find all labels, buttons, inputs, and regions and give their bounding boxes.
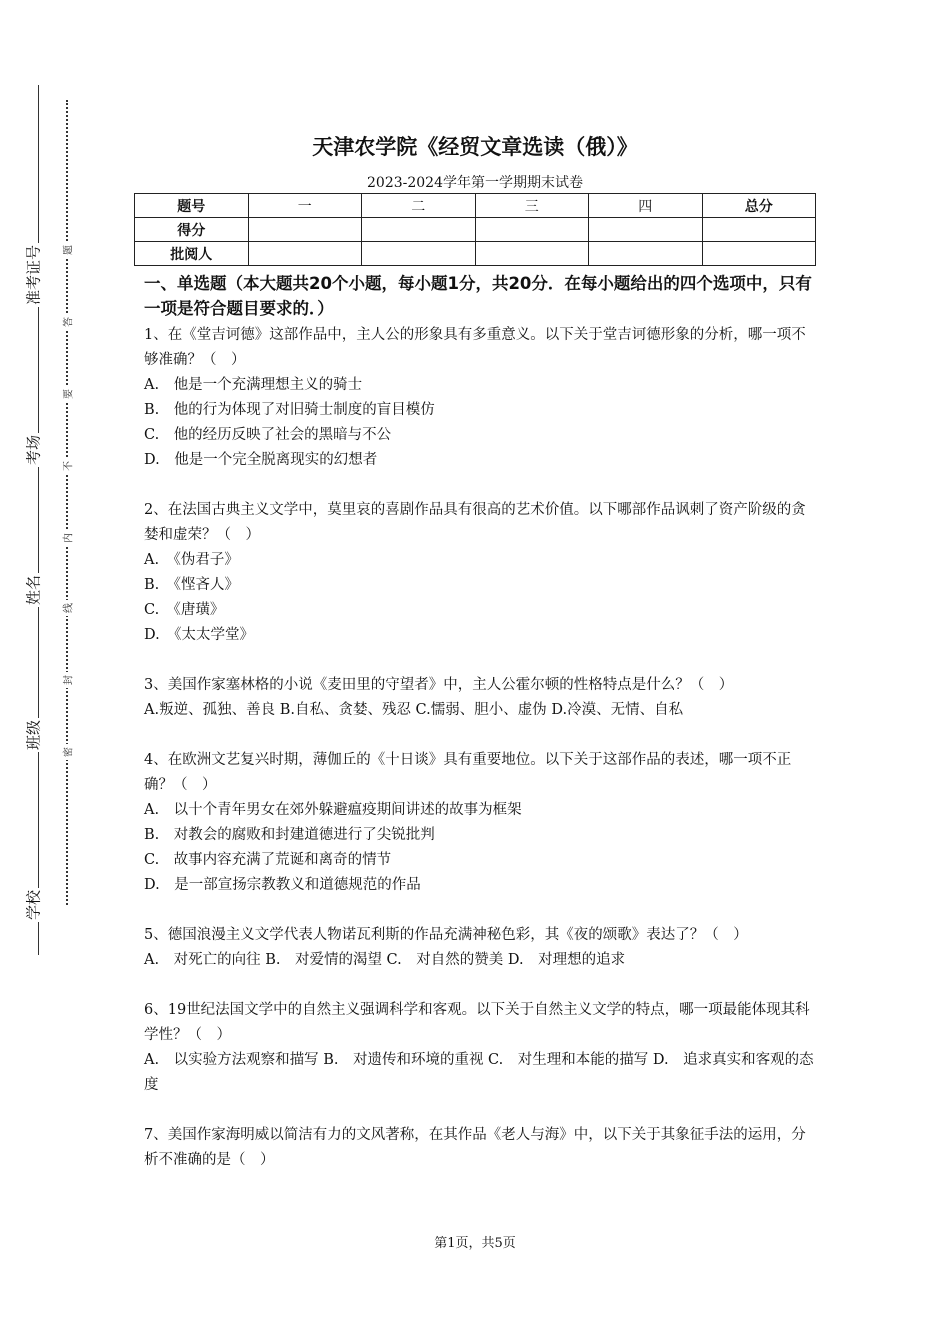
reviewer-cell[interactable] bbox=[248, 242, 362, 266]
score-cell[interactable] bbox=[362, 218, 476, 242]
score-header-cell: 三 bbox=[475, 194, 589, 218]
option-c: C. 《唐璜》 bbox=[144, 602, 225, 618]
option-a: A. 他是一个充满理想主义的骑士 bbox=[144, 377, 363, 393]
score-cell[interactable] bbox=[702, 218, 816, 242]
seal-char: 要 bbox=[60, 386, 75, 402]
score-header-cell: 四 bbox=[589, 194, 703, 218]
binding-label-name: 姓名 bbox=[24, 574, 43, 606]
seal-char: 密 bbox=[60, 744, 75, 760]
reviewer-cell[interactable] bbox=[362, 242, 476, 266]
score-table bbox=[134, 193, 816, 266]
option-d: D. 他是一个完全脱离现实的幻想者 bbox=[144, 452, 378, 468]
seal-char: 答 bbox=[60, 314, 75, 330]
score-cell[interactable] bbox=[475, 218, 589, 242]
question-5 bbox=[144, 923, 820, 973]
option-a: A. 以十个青年男女在郊外躲避瘟疫期间讲述的故事为框架 bbox=[144, 802, 522, 818]
score-cell[interactable] bbox=[248, 218, 362, 242]
option-b: B. 《悭吝人》 bbox=[144, 577, 240, 593]
option-a: A. 《伪君子》 bbox=[144, 552, 239, 568]
question-2 bbox=[144, 498, 820, 648]
seal-char: 不 bbox=[60, 458, 75, 474]
seal-dotted-line bbox=[66, 100, 68, 905]
binding-label-school: 学校 bbox=[24, 889, 43, 921]
question-7 bbox=[144, 1123, 820, 1173]
binding-label-class: 班级 bbox=[24, 719, 43, 751]
question-stem: 6、19世纪法国文学中的自然主义强调科学和客观。以下关于自然主义文学的特点，哪一项最能体现其科学性？（ ） bbox=[144, 1002, 810, 1043]
question-3 bbox=[144, 673, 820, 723]
seal-char: 题 bbox=[60, 242, 75, 258]
seal-char: 内 bbox=[60, 530, 75, 546]
option-b: B. 他的行为体现了对旧骑士制度的盲目模仿 bbox=[144, 402, 435, 418]
option-b: B. 对教会的腐败和封建道德进行了尖锐批判 bbox=[144, 827, 435, 843]
options-inline: A.叛逆、孤独、善良 B.自私、贪婪、残忍 C.懦弱、胆小、虚伪 D.冷漠、无情、自私 bbox=[144, 702, 684, 718]
question-1 bbox=[144, 323, 820, 473]
question-stem: 1、在《堂吉诃德》这部作品中，主人公的形象具有多重意义。以下关于堂吉诃德形象的分析，哪一项不够准确？（ ） bbox=[144, 327, 806, 368]
score-cell[interactable] bbox=[589, 218, 703, 242]
binding-label-exam-room: 考场 bbox=[24, 434, 43, 466]
score-row-label: 得分 bbox=[135, 218, 249, 242]
question-6 bbox=[144, 998, 820, 1098]
score-header-cell: 一 bbox=[248, 194, 362, 218]
score-table-header-row bbox=[135, 194, 816, 218]
option-d: D. 《太太学堂》 bbox=[144, 627, 254, 643]
seal-char: 线 bbox=[60, 600, 75, 616]
option-c: C. 故事内容充满了荒诞和离奇的情节 bbox=[144, 852, 392, 868]
reviewer-cell[interactable] bbox=[702, 242, 816, 266]
option-d: D. 是一部宣扬宗教教义和道德规范的作品 bbox=[144, 877, 421, 893]
exam-body bbox=[144, 271, 820, 1198]
options-inline: A. 对死亡的向往 B. 对爱情的渴望 C. 对自然的赞美 D. 对理想的追求 bbox=[144, 952, 626, 968]
question-stem: 3、美国作家塞林格的小说《麦田里的守望者》中，主人公霍尔顿的性格特点是什么？（ ） bbox=[144, 677, 734, 693]
reviewer-cell[interactable] bbox=[589, 242, 703, 266]
binding-line bbox=[38, 85, 39, 955]
score-table-row bbox=[135, 218, 816, 242]
question-stem: 7、美国作家海明威以简洁有力的文风著称，在其作品《老人与海》中，以下关于其象征手法的运用，分析不准确的是（ ） bbox=[144, 1127, 806, 1168]
binding-label-exam-number: 准考证号 bbox=[24, 244, 43, 306]
seal-char: 封 bbox=[60, 672, 75, 688]
score-header-cell: 题号 bbox=[135, 194, 249, 218]
score-header-cell: 二 bbox=[362, 194, 476, 218]
question-4 bbox=[144, 748, 820, 898]
exam-subtitle: 2023-2024学年第一学期期末试卷 bbox=[367, 175, 583, 191]
page-number: 第1页，共5页 bbox=[434, 1236, 516, 1251]
score-row-label: 批阅人 bbox=[135, 242, 249, 266]
question-stem: 2、在法国古典主义文学中，莫里哀的喜剧作品具有很高的艺术价值。以下哪部作品讽刺了资产阶级的贪婪和虚荣？（ ） bbox=[144, 502, 806, 543]
exam-title: 天津农学院《经贸文章选读（俄）》 bbox=[312, 135, 638, 159]
option-c: C. 他的经历反映了社会的黑暗与不公 bbox=[144, 427, 392, 443]
score-header-cell: 总分 bbox=[702, 194, 816, 218]
options-inline: A. 以实验方法观察和描写 B. 对遗传和环境的重视 C. 对生理和本能的描写 D. 追求真实和客观的态度 bbox=[144, 1052, 814, 1093]
reviewer-cell[interactable] bbox=[475, 242, 589, 266]
question-stem: 5、德国浪漫主义文学代表人物诺瓦利斯的作品充满神秘色彩，其《夜的颂歌》表达了？（ ） bbox=[144, 927, 748, 943]
section-heading: 一、单选题（本大题共20个小题，每小题1分，共20分．在每小题给出的四个选项中，只有一项是符合题目要求的．） bbox=[144, 274, 812, 318]
question-stem: 4、在欧洲文艺复兴时期，薄伽丘的《十日谈》具有重要地位。以下关于这部作品的表述，哪一项不正确？（ ） bbox=[144, 752, 792, 793]
score-table-row bbox=[135, 242, 816, 266]
